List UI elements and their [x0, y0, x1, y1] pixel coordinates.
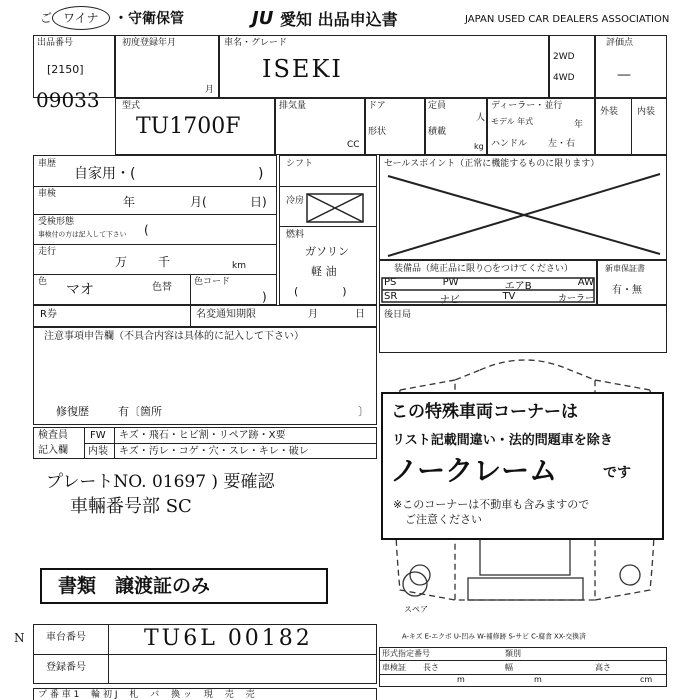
- later-label: 後日局: [384, 310, 412, 320]
- inspector-fw: FW: [90, 430, 106, 441]
- category-label: 類別: [505, 649, 521, 658]
- capacity-label: 定員: [428, 101, 447, 111]
- interior-label: 内装: [637, 107, 656, 117]
- exterior-label: 外装: [600, 107, 619, 117]
- mileage-man: 万: [115, 255, 128, 269]
- notice-line4: ※このコーナーは不動車も含みますので: [393, 498, 590, 511]
- history-value: 自家用・(: [74, 166, 136, 182]
- inspector-fw-items: キズ・飛石・ヒビ割・リペア跡・X要: [119, 430, 286, 441]
- handwritten-circle: [52, 6, 110, 30]
- r-ticket-label: R券: [40, 309, 57, 320]
- inspector-label1: 検査員: [38, 430, 68, 441]
- shift-label: シフト: [286, 159, 314, 169]
- cc-unit: CC: [347, 140, 360, 150]
- notes-label: 注意事項申告欄（不具合内容は具体的に記入して下さい）: [44, 331, 304, 342]
- name-change-label: 名変通知期限: [196, 309, 256, 320]
- type-value: TU1700F: [136, 114, 241, 139]
- handle-label: ハンドル: [491, 139, 528, 149]
- displacement-label: 排気量: [279, 101, 307, 111]
- door-label: ドア: [368, 101, 386, 111]
- grade-label: 評価点: [606, 38, 634, 48]
- model-label: 車名・グレード: [224, 38, 288, 48]
- shape-label: 形状: [368, 127, 387, 137]
- name-change-month: 月: [308, 309, 318, 320]
- notice-line1: この特殊車両コーナーは: [391, 402, 578, 422]
- color-change: 色替: [152, 282, 172, 293]
- warranty-label: 新車保証書: [605, 264, 645, 273]
- inspection-day: 日): [250, 195, 267, 209]
- handwritten-line2: 車輛番号部 SC: [70, 496, 192, 517]
- dealer-name: ・守衛保管: [114, 11, 184, 27]
- year-unit: 年: [574, 120, 584, 130]
- model-value: ISEKI: [262, 55, 343, 83]
- inspector-interior: 内装: [88, 446, 108, 457]
- lot-number: 09033: [36, 88, 100, 112]
- length-label: 長さ: [423, 663, 439, 672]
- capacity-unit: 人: [476, 113, 486, 123]
- lot-small: [2150]: [47, 63, 84, 76]
- association-name: JAPAN USED CAR DEALERS ASSOCIATION: [465, 14, 670, 25]
- warranty-value: 有・無: [612, 285, 642, 296]
- inspector-interior-items: キズ・汚レ・コゲ・穴・スレ・キレ・破レ: [119, 446, 309, 457]
- header: [0, 0, 700, 34]
- repair-close: 〕: [358, 405, 369, 418]
- inspection-month: 月(: [190, 195, 207, 209]
- repair-label: 修復歴: [56, 405, 89, 418]
- equip-sr: SR: [384, 291, 398, 302]
- inspect-label: 車検証: [382, 663, 406, 672]
- color-label: 色: [38, 277, 48, 287]
- equip-airbag: エアB: [504, 281, 532, 292]
- documents-text: 書類 譲渡証のみ: [58, 575, 211, 597]
- ac-crossed-box: [306, 193, 364, 223]
- later-block: [379, 305, 667, 353]
- color-code-label: 色コード: [194, 277, 231, 287]
- bottom-strip-text: プ 番 車 1 輪 初 J 札 バ 換 ッ 現 売 売: [38, 690, 255, 700]
- load-unit: kg: [474, 142, 484, 151]
- inspector-label2: 記入欄: [38, 445, 68, 456]
- sales-point-label: セールスポイント（正常に機能するものに限ります）: [384, 159, 600, 169]
- drive-box: [549, 35, 595, 98]
- mileage-unit: km: [232, 261, 246, 271]
- m-unit-2: m: [534, 675, 542, 684]
- dealer-label: ディーラー・並行: [491, 101, 563, 111]
- receipt-label: 受検形態: [38, 217, 75, 227]
- notice-line2: リスト記載間違い・法的問題車を除き: [392, 433, 613, 448]
- history-close: ): [258, 166, 264, 182]
- first-reg-label: 初度登録年月: [122, 38, 177, 48]
- chassis-label: 車台番号: [46, 632, 86, 643]
- notice-line5: ご注意ください: [405, 513, 482, 526]
- receipt-value: (: [144, 223, 149, 237]
- first-reg-month: 月: [205, 85, 215, 95]
- fuel-diesel: 軽 油: [311, 265, 337, 278]
- equip-navi: ナビ: [439, 295, 460, 306]
- inspection-year: 年: [123, 195, 136, 209]
- equip-pw: PW: [442, 277, 459, 288]
- sales-point-cross: [380, 170, 666, 258]
- equip-aw: AW: [577, 277, 594, 288]
- load-label: 積載: [428, 127, 447, 137]
- height-label: 高さ: [595, 663, 611, 672]
- designation-label: 形式指定番号: [382, 649, 430, 658]
- form-title: 愛知 出品申込書: [280, 10, 398, 29]
- handwritten-line1: プレートNO. 01697 ) 要確認: [46, 472, 275, 492]
- receipt-note: 事検付の方は記入して下さい: [38, 230, 127, 239]
- m-unit-1: m: [457, 675, 465, 684]
- equipment-label: 装備品（純正品に限り○をつけてください）: [394, 264, 573, 274]
- drive-2wd: 2WD: [553, 52, 575, 62]
- condition-divider: [631, 98, 632, 155]
- model-year-label: モデル 年式: [491, 117, 534, 126]
- equip-cooler: カーラー: [557, 294, 594, 304]
- width-label: 幅: [505, 663, 513, 672]
- damage-legend: A-キズ E-エクボ U-凹み W-補修跡 S-サビ C-腐食 XX-交換済: [402, 632, 586, 641]
- handwritten-prefix: ワイナ: [63, 11, 99, 25]
- cm-unit: cm: [640, 675, 653, 684]
- handle-value: 左・右: [548, 139, 576, 149]
- repair-value: 有〔箇所: [118, 405, 162, 418]
- color-close: ): [262, 290, 267, 304]
- notice-line3: ノークレーム: [390, 454, 558, 487]
- fuel-label: 燃料: [286, 230, 305, 240]
- ju-logo: JU: [252, 8, 274, 29]
- registration-label: 登録番号: [46, 662, 86, 673]
- fuel-gasoline: ガソリン: [305, 245, 349, 258]
- lot-label: 出品番号: [37, 38, 74, 48]
- grade-value: —: [617, 67, 631, 83]
- header-mark: ご: [40, 11, 53, 25]
- type-label: 型式: [122, 101, 141, 111]
- history-label: 車歴: [38, 159, 57, 169]
- drive-4wd: 4WD: [553, 73, 575, 83]
- equip-ps: PS: [384, 277, 397, 288]
- color-value: マオ: [66, 282, 94, 298]
- notice-line3-suffix: です: [603, 465, 631, 481]
- equipment-strike: [380, 276, 596, 304]
- margin-mark: N: [14, 631, 25, 645]
- name-change-day: 日: [355, 309, 365, 320]
- mileage-sen: 千: [158, 255, 171, 269]
- fuel-other: ( ): [294, 285, 347, 298]
- chassis-value: TU6L 00182: [144, 626, 313, 651]
- equip-tv: TV: [502, 291, 516, 302]
- ac-label: 冷房: [286, 196, 305, 206]
- inspection-label: 車検: [38, 189, 57, 199]
- spare-label: スペア: [404, 605, 428, 614]
- mileage-label: 走行: [38, 247, 57, 257]
